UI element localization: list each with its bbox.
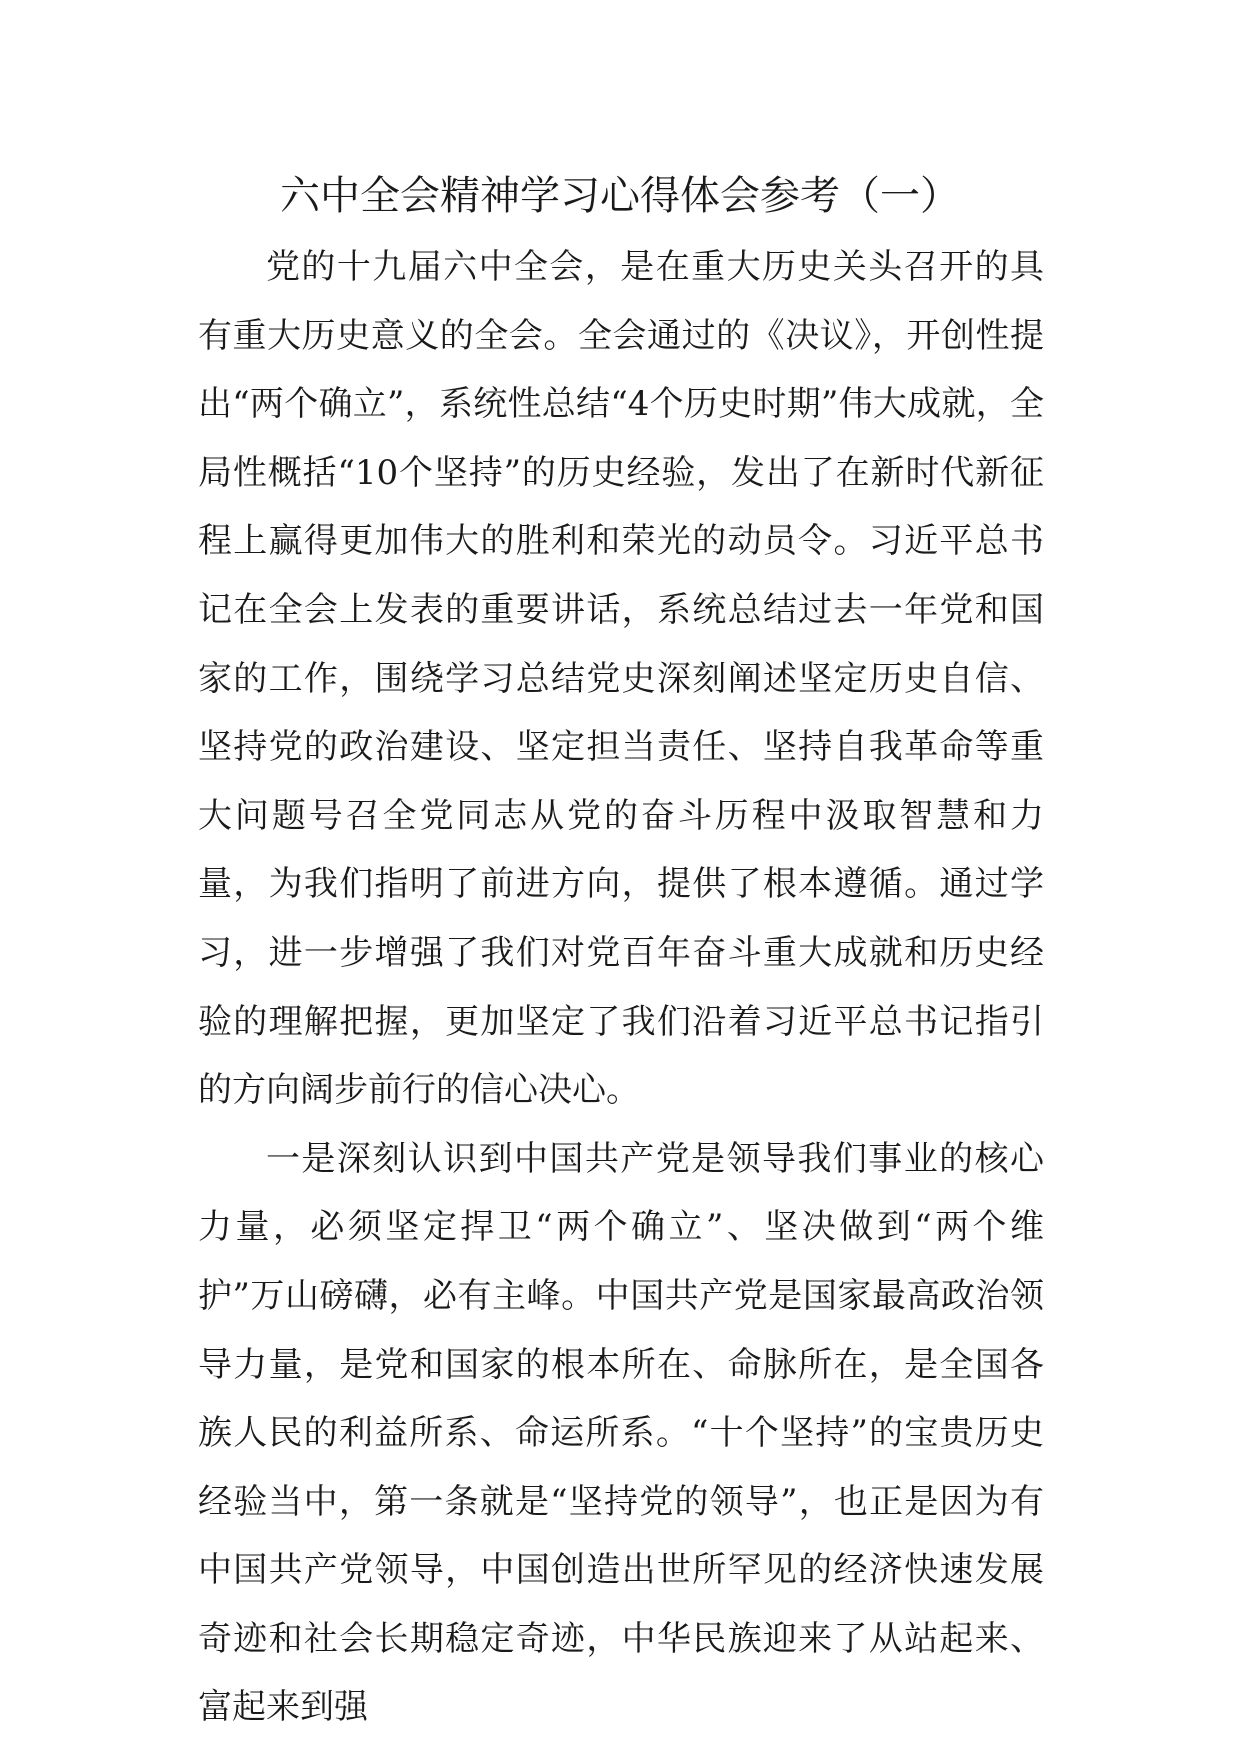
paragraph-point-one: 一是深刻认识到中国共产党是领导我们事业的核心力量，必须坚定捍卫“两个确立”、坚决做到“两个维护”万山磅礴，必有主峰。中国共产党是国家最高政治领导力量，是党和国家的根本所在、命脉所在，是全国各族人民的利益所系、命运所系。“十个坚持”的宝贵历史经验当中，第一条就是“坚持党的领导”，也正是因为有中国共产党领导，中国创造出世所罕见的经济快速发展奇迹和社会长期稳定奇迹，中华民族迎来了从站起来、富起来到强 xyxy=(198,1138,1044,1728)
document-body xyxy=(198,233,1044,1742)
paragraph-intro: 党的十九届六中全会，是在重大历史关头召开的具有重大历史意义的全会。全会通过的《决议》，开创性提出“两个确立”，系统性总结“4个历史时期”伟大成就，全局性概括“10个坚持”的历史经验，发出了在新时代新征程上赢得更加伟大的胜利和荣光的动员令。习近平总书记在全会上发表的重要讲话，系统总结过去一年党和国家的工作，围绕学习总结党史深刻阐述坚定历史自信、坚持党的政治建设、坚定担当责任、坚持自我革命等重大问题号召全党同志从党的奋斗历程中汲取智慧和力量，为我们指明了前进方向，提供了根本遵循。通过学习，进一步增强了我们对党百年奋斗重大成就和历史经验的理解把握，更加坚定了我们沿着习近平总书记指引的方向阔步前行的信心决心。 xyxy=(198,247,1044,1111)
document-title: 六中全会精神学习心得体会参考（一） xyxy=(280,173,960,219)
